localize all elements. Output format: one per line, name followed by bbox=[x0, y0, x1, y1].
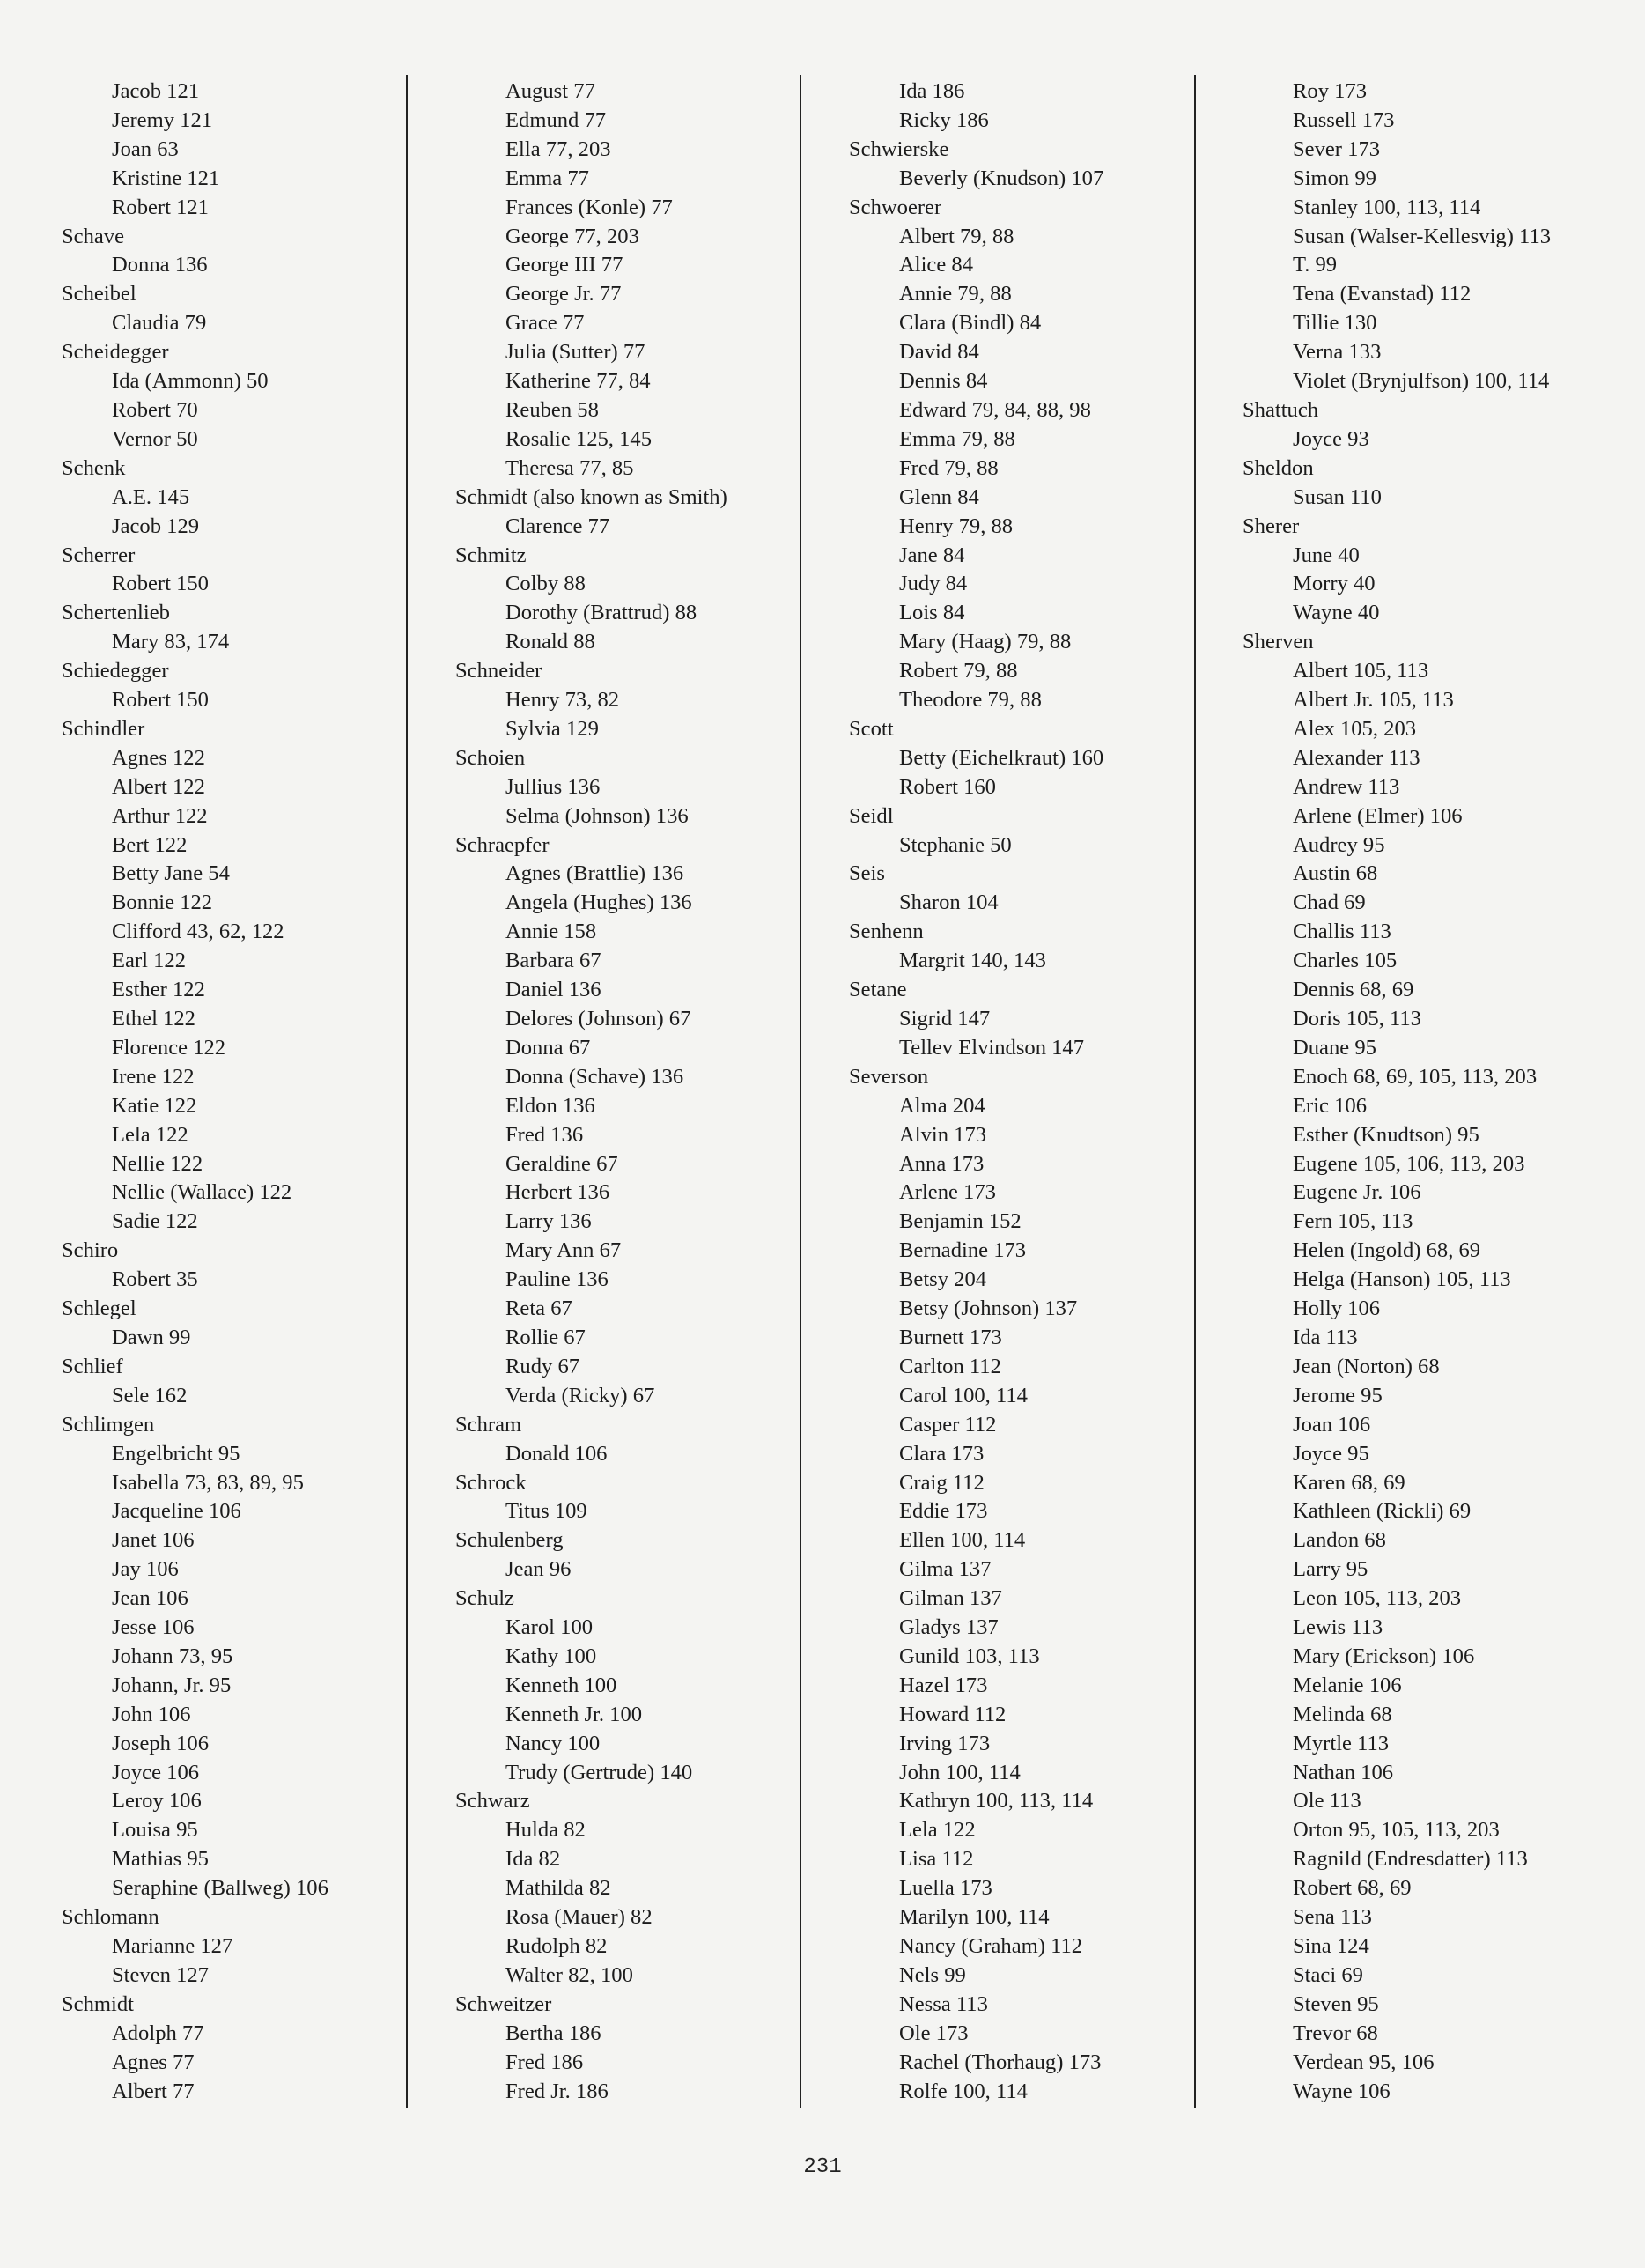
index-entry: Albert Jr. 105, 113 bbox=[1293, 688, 1454, 713]
index-entry: Bertha 186 bbox=[505, 2021, 601, 2045]
index-entry: Colby 88 bbox=[505, 572, 586, 596]
index-entry: Simon 99 bbox=[1293, 166, 1376, 190]
index-entry: Karen 68, 69 bbox=[1293, 1470, 1405, 1495]
index-entry: Larry 95 bbox=[1293, 1557, 1368, 1582]
index-surname-heading: Sherven bbox=[1243, 630, 1314, 654]
index-entry: Louisa 95 bbox=[112, 1818, 198, 1843]
index-entry: Lois 84 bbox=[899, 601, 965, 625]
index-surname-heading: Schrock bbox=[455, 1470, 527, 1495]
index-column-2 bbox=[455, 78, 825, 2106]
index-entry: Fred 186 bbox=[505, 2050, 584, 2074]
index-entry: Albert 79, 88 bbox=[899, 224, 1014, 248]
index-entry: Helga (Hanson) 105, 113 bbox=[1293, 1267, 1511, 1292]
index-entry: Betty (Eichelkraut) 160 bbox=[899, 745, 1104, 770]
index-entry: Sigrid 147 bbox=[899, 1007, 991, 1031]
index-entry: Dorothy (Brattrud) 88 bbox=[505, 601, 697, 625]
index-surname-heading: Sherer bbox=[1243, 513, 1300, 538]
index-entry: Marianne 127 bbox=[112, 1934, 233, 1958]
index-entry: Kathryn 100, 113, 114 bbox=[899, 1789, 1094, 1814]
index-entry: Nessa 113 bbox=[899, 1991, 988, 2016]
index-entry: Theodore 79, 88 bbox=[899, 688, 1042, 713]
index-entry: Mary (Erickson) 106 bbox=[1293, 1644, 1475, 1668]
index-entry: Anna 173 bbox=[899, 1151, 985, 1176]
index-entry: Wayne 40 bbox=[1293, 601, 1380, 625]
index-entry: Katherine 77, 84 bbox=[505, 369, 651, 394]
index-surname-heading: Schraepfer bbox=[455, 832, 550, 857]
index-surname-heading: Scott bbox=[849, 716, 894, 741]
index-entry: Luella 173 bbox=[899, 1876, 992, 1901]
index-surname-heading: Seidl bbox=[849, 803, 894, 828]
index-entry: Joyce 93 bbox=[1293, 426, 1369, 451]
index-entry: Jane 84 bbox=[899, 543, 965, 567]
index-entry: Geraldine 67 bbox=[505, 1151, 618, 1176]
index-entry: Verda (Ricky) 67 bbox=[505, 1383, 655, 1407]
index-entry: Eugene 105, 106, 113, 203 bbox=[1293, 1151, 1525, 1176]
index-entry: Kristine 121 bbox=[112, 166, 220, 190]
index-surname-heading: Seis bbox=[849, 861, 885, 886]
index-entry: Julia (Sutter) 77 bbox=[505, 340, 645, 365]
index-entry: Vernor 50 bbox=[112, 426, 198, 451]
index-entry: Nancy 100 bbox=[505, 1731, 601, 1755]
index-surname-heading: Scheibel bbox=[62, 282, 136, 307]
index-entry: Violet (Brynjulfson) 100, 114 bbox=[1293, 369, 1550, 394]
index-entry: Clarence 77 bbox=[505, 513, 610, 538]
index-entry: Walter 82, 100 bbox=[505, 1962, 633, 1987]
index-entry: Steven 127 bbox=[112, 1962, 209, 1987]
index-entry: Kathy 100 bbox=[505, 1644, 597, 1668]
index-column-1 bbox=[62, 78, 432, 2106]
index-entry: Adolph 77 bbox=[112, 2021, 204, 2045]
index-entry: Nels 99 bbox=[899, 1962, 966, 1987]
index-entry: Rudolph 82 bbox=[505, 1934, 608, 1958]
index-entry: Emma 79, 88 bbox=[899, 426, 1015, 451]
index-surname-heading: Schlief bbox=[62, 1354, 123, 1378]
index-entry: Duane 95 bbox=[1293, 1035, 1376, 1060]
index-entry: Robert 70 bbox=[112, 397, 198, 422]
index-entry: Arlene (Elmer) 106 bbox=[1293, 803, 1463, 828]
index-surname-heading: Schmidt (also known as Smith) bbox=[455, 484, 727, 509]
index-entry: Esther 122 bbox=[112, 978, 205, 1002]
index-entry: Alex 105, 203 bbox=[1293, 716, 1417, 741]
index-entry: Joan 106 bbox=[1293, 1412, 1371, 1437]
index-surname-heading: Senhenn bbox=[849, 920, 924, 944]
index-surname-heading: Schwoerer bbox=[849, 195, 942, 219]
index-entry: Robert 68, 69 bbox=[1293, 1876, 1412, 1901]
index-entry: Henry 73, 82 bbox=[505, 688, 620, 713]
index-surname-heading: Schulz bbox=[455, 1586, 514, 1611]
index-surname-heading: Schertenlieb bbox=[62, 601, 170, 625]
index-column-3 bbox=[849, 78, 1219, 2106]
index-entry: Esther (Knudtson) 95 bbox=[1293, 1122, 1479, 1147]
index-entry: George Jr. 77 bbox=[505, 282, 622, 307]
index-entry: Jacob 129 bbox=[112, 513, 200, 538]
index-entry: Mathias 95 bbox=[112, 1847, 209, 1872]
index-entry: Jean 96 bbox=[505, 1557, 572, 1582]
index-entry: Mary Ann 67 bbox=[505, 1238, 622, 1263]
index-entry: Janet 106 bbox=[112, 1528, 195, 1553]
index-entry: Verdean 95, 106 bbox=[1293, 2050, 1435, 2074]
index-entry: Gunild 103, 113 bbox=[899, 1644, 1040, 1668]
index-entry: Landon 68 bbox=[1293, 1528, 1386, 1553]
index-surname-heading: Schneider bbox=[455, 659, 542, 683]
index-entry: Seraphine (Ballweg) 106 bbox=[112, 1876, 328, 1901]
index-entry: Jeremy 121 bbox=[112, 107, 213, 132]
index-entry: Selma (Johnson) 136 bbox=[505, 803, 689, 828]
index-entry: Johann, Jr. 95 bbox=[112, 1673, 232, 1697]
index-entry: Howard 112 bbox=[899, 1702, 1007, 1726]
index-surname-heading: Sheldon bbox=[1243, 455, 1314, 480]
index-entry: Jacqueline 106 bbox=[112, 1499, 241, 1524]
index-entry: Angela (Hughes) 136 bbox=[505, 890, 692, 915]
index-entry: Rosa (Mauer) 82 bbox=[505, 1905, 653, 1930]
index-surname-heading: Schenk bbox=[62, 455, 126, 480]
index-entry: Susan (Walser-Kellesvig) 113 bbox=[1293, 224, 1552, 248]
index-entry: David 84 bbox=[899, 340, 979, 365]
index-entry: Judy 84 bbox=[899, 572, 968, 596]
index-entry: Fern 105, 113 bbox=[1293, 1209, 1413, 1234]
index-entry: Margrit 140, 143 bbox=[899, 949, 1046, 973]
index-entry: Sena 113 bbox=[1293, 1905, 1372, 1930]
index-entry: Joan 63 bbox=[112, 137, 179, 161]
index-entry: Daniel 136 bbox=[505, 978, 601, 1002]
index-entry: Delores (Johnson) 67 bbox=[505, 1007, 691, 1031]
index-entry: Leroy 106 bbox=[112, 1789, 202, 1814]
index-entry: Benjamin 152 bbox=[899, 1209, 1022, 1234]
index-entry: Albert 77 bbox=[112, 2079, 195, 2103]
index-entry: Florence 122 bbox=[112, 1035, 226, 1060]
index-entry: Kenneth Jr. 100 bbox=[505, 1702, 643, 1726]
index-entry: Reta 67 bbox=[505, 1297, 572, 1321]
index-entry: Roy 173 bbox=[1293, 79, 1368, 103]
index-entry: Ole 113 bbox=[1293, 1789, 1361, 1814]
index-entry: Agnes 77 bbox=[112, 2050, 195, 2074]
index-surname-heading: Schmidt bbox=[62, 1991, 134, 2016]
index-entry: Bert 122 bbox=[112, 832, 188, 857]
index-entry: Holly 106 bbox=[1293, 1297, 1381, 1321]
index-entry: Casper 112 bbox=[899, 1412, 997, 1437]
index-entry: Melinda 68 bbox=[1293, 1702, 1392, 1726]
index-surname-heading: Schave bbox=[62, 224, 125, 248]
index-entry: Katie 122 bbox=[112, 1093, 197, 1118]
index-entry: Ronald 88 bbox=[505, 630, 595, 654]
index-entry: Sina 124 bbox=[1293, 1934, 1369, 1958]
index-entry: Jean 106 bbox=[112, 1586, 188, 1611]
index-entry: Earl 122 bbox=[112, 949, 187, 973]
index-entry: Jerome 95 bbox=[1293, 1383, 1383, 1407]
index-entry: Ida 113 bbox=[1293, 1325, 1358, 1349]
column-divider bbox=[1194, 75, 1196, 2108]
index-surname-heading: Schweitzer bbox=[455, 1991, 552, 2016]
index-entry: Carlton 112 bbox=[899, 1354, 1001, 1378]
index-entry: Mathilda 82 bbox=[505, 1876, 611, 1901]
index-surname-heading: Scheidegger bbox=[62, 340, 169, 365]
index-entry: Burnett 173 bbox=[899, 1325, 1002, 1349]
index-entry: Joyce 106 bbox=[112, 1760, 200, 1784]
index-surname-heading: Schram bbox=[455, 1412, 522, 1437]
index-entry: T. 99 bbox=[1293, 253, 1338, 277]
index-entry: Irene 122 bbox=[112, 1064, 195, 1089]
index-surname-heading: Schlomann bbox=[62, 1905, 159, 1930]
index-entry: Fred 136 bbox=[505, 1122, 584, 1147]
index-entry: Enoch 68, 69, 105, 113, 203 bbox=[1293, 1064, 1538, 1089]
index-entry: Lela 122 bbox=[899, 1818, 976, 1843]
index-entry: Annie 79, 88 bbox=[899, 282, 1012, 307]
index-entry: Reuben 58 bbox=[505, 397, 599, 422]
index-entry: Tellev Elvindson 147 bbox=[899, 1035, 1085, 1060]
index-entry: Irving 173 bbox=[899, 1731, 991, 1755]
index-entry: Ole 173 bbox=[899, 2021, 969, 2045]
index-entry: Gilma 137 bbox=[899, 1557, 992, 1582]
index-entry: Bernadine 173 bbox=[899, 1238, 1027, 1263]
index-entry: Barbara 67 bbox=[505, 949, 601, 973]
column-divider bbox=[406, 75, 408, 2108]
index-entry: Glenn 84 bbox=[899, 484, 979, 509]
index-entry: Audrey 95 bbox=[1293, 832, 1385, 857]
index-entry: Morry 40 bbox=[1293, 572, 1376, 596]
index-entry: A.E. 145 bbox=[112, 484, 190, 509]
index-entry: Trevor 68 bbox=[1293, 2021, 1378, 2045]
index-entry: Isabella 73, 83, 89, 95 bbox=[112, 1470, 304, 1495]
index-entry: Arthur 122 bbox=[112, 803, 208, 828]
index-entry: Arlene 173 bbox=[899, 1180, 996, 1205]
index-entry: August 77 bbox=[505, 79, 595, 103]
index-entry: Agnes 122 bbox=[112, 745, 205, 770]
index-entry: Ellen 100, 114 bbox=[899, 1528, 1026, 1553]
index-entry: Eldon 136 bbox=[505, 1093, 595, 1118]
index-entry: Robert 35 bbox=[112, 1267, 198, 1292]
index-entry: Agnes (Brattlie) 136 bbox=[505, 861, 684, 886]
index-entry: Pauline 136 bbox=[505, 1267, 609, 1292]
index-entry: Sylvia 129 bbox=[505, 716, 599, 741]
index-entry: John 106 bbox=[112, 1702, 191, 1726]
index-entry: Theresa 77, 85 bbox=[505, 455, 634, 480]
index-entry: Albert 122 bbox=[112, 774, 205, 799]
index-surname-heading: Schlegel bbox=[62, 1297, 136, 1321]
index-entry: Hazel 173 bbox=[899, 1673, 988, 1697]
page-number: 231 bbox=[803, 2155, 842, 2179]
column-divider bbox=[800, 75, 801, 2108]
index-entry: Leon 105, 113, 203 bbox=[1293, 1586, 1462, 1611]
index-entry: Wayne 106 bbox=[1293, 2079, 1391, 2103]
index-entry: Betty Jane 54 bbox=[112, 861, 230, 886]
index-entry: Titus 109 bbox=[505, 1499, 587, 1524]
index-entry: Kenneth 100 bbox=[505, 1673, 617, 1697]
index-entry: Jacob 121 bbox=[112, 79, 200, 103]
index-surname-heading: Schulenberg bbox=[455, 1528, 564, 1553]
index-entry: Dawn 99 bbox=[112, 1325, 191, 1349]
index-entry: Charles 105 bbox=[1293, 949, 1398, 973]
index-entry: Ida 82 bbox=[505, 1847, 561, 1872]
index-entry: Carol 100, 114 bbox=[899, 1383, 1028, 1407]
index-entry: Ragnild (Endresdatter) 113 bbox=[1293, 1847, 1528, 1872]
index-entry: Chad 69 bbox=[1293, 890, 1366, 915]
index-entry: Jean (Norton) 68 bbox=[1293, 1354, 1440, 1378]
index-entry: Robert 160 bbox=[899, 774, 996, 799]
index-entry: Johann 73, 95 bbox=[112, 1644, 233, 1668]
index-entry: Ella 77, 203 bbox=[505, 137, 611, 161]
index-entry: Ida 186 bbox=[899, 79, 965, 103]
index-entry: Austin 68 bbox=[1293, 861, 1378, 886]
index-entry: Steven 95 bbox=[1293, 1991, 1379, 2016]
index-entry: Beverly (Knudson) 107 bbox=[899, 166, 1104, 190]
index-entry: Ethel 122 bbox=[112, 1007, 195, 1031]
index-entry: Doris 105, 113 bbox=[1293, 1007, 1421, 1031]
index-entry: Grace 77 bbox=[505, 311, 585, 336]
index-entry: Claudia 79 bbox=[112, 311, 207, 336]
index-entry: Karol 100 bbox=[505, 1615, 594, 1640]
index-entry: Stephanie 50 bbox=[899, 832, 1012, 857]
index-entry: Mary 83, 174 bbox=[112, 630, 230, 654]
index-entry: Emma 77 bbox=[505, 166, 589, 190]
index-entry: Donna 136 bbox=[112, 253, 208, 277]
index-entry: Eugene Jr. 106 bbox=[1293, 1180, 1421, 1205]
index-entry: Sharon 104 bbox=[899, 890, 999, 915]
index-entry: Alma 204 bbox=[899, 1093, 985, 1118]
index-entry: Robert 150 bbox=[112, 688, 209, 713]
index-surname-heading: Scherrer bbox=[62, 543, 136, 567]
index-entry: Jay 106 bbox=[112, 1557, 179, 1582]
index-entry: Donald 106 bbox=[505, 1441, 608, 1466]
index-entry: Susan 110 bbox=[1293, 484, 1382, 509]
index-entry: Challis 113 bbox=[1293, 920, 1391, 944]
index-surname-heading: Schwierske bbox=[849, 137, 949, 161]
index-entry: Rolfe 100, 114 bbox=[899, 2079, 1028, 2103]
index-entry: Trudy (Gertrude) 140 bbox=[505, 1760, 693, 1784]
index-entry: Andrew 113 bbox=[1293, 774, 1400, 799]
index-surname-heading: Schindler bbox=[62, 716, 145, 741]
index-entry: Alvin 173 bbox=[899, 1122, 987, 1147]
index-entry: Bonnie 122 bbox=[112, 890, 213, 915]
index-surname-heading: Schoien bbox=[455, 745, 526, 770]
index-entry: Marilyn 100, 114 bbox=[899, 1905, 1050, 1930]
index-entry: Eddie 173 bbox=[899, 1499, 988, 1524]
index-entry: George III 77 bbox=[505, 253, 623, 277]
index-entry: Orton 95, 105, 113, 203 bbox=[1293, 1818, 1500, 1843]
index-entry: Lela 122 bbox=[112, 1122, 188, 1147]
index-surname-heading: Schiro bbox=[62, 1238, 119, 1263]
index-entry: Dennis 68, 69 bbox=[1293, 978, 1414, 1002]
index-entry: Tillie 130 bbox=[1293, 311, 1377, 336]
index-entry: Nellie (Wallace) 122 bbox=[112, 1180, 292, 1205]
index-entry: Sever 173 bbox=[1293, 137, 1381, 161]
index-entry: Lisa 112 bbox=[899, 1847, 974, 1872]
index-entry: Donna (Schave) 136 bbox=[505, 1064, 684, 1089]
index-entry: Staci 69 bbox=[1293, 1962, 1363, 1987]
index-entry: Frances (Konle) 77 bbox=[505, 195, 673, 219]
index-entry: Jesse 106 bbox=[112, 1615, 195, 1640]
index-entry: Joseph 106 bbox=[112, 1731, 209, 1755]
index-entry: Clifford 43, 62, 122 bbox=[112, 920, 284, 944]
index-entry: Sadie 122 bbox=[112, 1209, 198, 1234]
index-entry: Dennis 84 bbox=[899, 369, 988, 394]
index-surname-heading: Shattuch bbox=[1243, 397, 1319, 422]
index-entry: Nathan 106 bbox=[1293, 1760, 1394, 1784]
index-surname-heading: Schmitz bbox=[455, 543, 527, 567]
index-entry: Rollie 67 bbox=[505, 1325, 586, 1349]
index-entry: Alexander 113 bbox=[1293, 745, 1420, 770]
index-entry: Clara (Bindl) 84 bbox=[899, 311, 1042, 336]
index-entry: Hulda 82 bbox=[505, 1818, 586, 1843]
index-entry: Robert 79, 88 bbox=[899, 659, 1018, 683]
index-entry: Verna 133 bbox=[1293, 340, 1382, 365]
index-entry: Albert 105, 113 bbox=[1293, 659, 1429, 683]
index-entry: Fred Jr. 186 bbox=[505, 2079, 609, 2103]
index-entry: John 100, 114 bbox=[899, 1760, 1021, 1784]
index-entry: Tena (Evanstad) 112 bbox=[1293, 282, 1472, 307]
index-entry: Ida (Ammonn) 50 bbox=[112, 369, 269, 394]
index-entry: Melanie 106 bbox=[1293, 1673, 1402, 1697]
index-entry: Betsy 204 bbox=[899, 1267, 987, 1292]
index-entry: Myrtle 113 bbox=[1293, 1731, 1390, 1755]
index-entry: Engelbricht 95 bbox=[112, 1441, 240, 1466]
index-entry: Kathleen (Rickli) 69 bbox=[1293, 1499, 1472, 1524]
index-entry: Craig 112 bbox=[899, 1470, 985, 1495]
index-entry: Jullius 136 bbox=[505, 774, 601, 799]
index-surname-heading: Schlimgen bbox=[62, 1412, 155, 1437]
index-entry: Nancy (Graham) 112 bbox=[899, 1934, 1083, 1958]
index-entry: Annie 158 bbox=[505, 920, 597, 944]
index-entry: Eric 106 bbox=[1293, 1093, 1368, 1118]
index-entry: Larry 136 bbox=[505, 1209, 592, 1234]
index-entry: Sele 162 bbox=[112, 1383, 188, 1407]
index-entry: Donna 67 bbox=[505, 1035, 591, 1060]
index-column-4 bbox=[1243, 78, 1612, 2106]
index-entry: Edmund 77 bbox=[505, 107, 607, 132]
index-entry: Joyce 95 bbox=[1293, 1441, 1369, 1466]
index-entry: Nellie 122 bbox=[112, 1151, 203, 1176]
index-entry: Stanley 100, 113, 114 bbox=[1293, 195, 1481, 219]
index-entry: Clara 173 bbox=[899, 1441, 985, 1466]
index-entry: Rachel (Thorhaug) 173 bbox=[899, 2050, 1102, 2074]
index-entry: June 40 bbox=[1293, 543, 1360, 567]
index-surname-heading: Schiedegger bbox=[62, 659, 169, 683]
index-entry: Helen (Ingold) 68, 69 bbox=[1293, 1238, 1481, 1263]
index-entry: Edward 79, 84, 88, 98 bbox=[899, 397, 1091, 422]
index-entry: Gladys 137 bbox=[899, 1615, 999, 1640]
index-entry: Russell 173 bbox=[1293, 107, 1395, 132]
index-entry: Gilman 137 bbox=[899, 1586, 1002, 1611]
index-surname-heading: Schwarz bbox=[455, 1789, 530, 1814]
index-entry: Alice 84 bbox=[899, 253, 974, 277]
index-entry: Rosalie 125, 145 bbox=[505, 426, 652, 451]
index-entry: Fred 79, 88 bbox=[899, 455, 999, 480]
index-surname-heading: Setane bbox=[849, 978, 907, 1002]
index-entry: Ricky 186 bbox=[899, 107, 989, 132]
index-entry: Rudy 67 bbox=[505, 1354, 580, 1378]
index-entry: Mary (Haag) 79, 88 bbox=[899, 630, 1072, 654]
index-entry: Lewis 113 bbox=[1293, 1615, 1383, 1640]
index-entry: Henry 79, 88 bbox=[899, 513, 1014, 538]
index-surname-heading: Severson bbox=[849, 1064, 929, 1089]
index-entry: Herbert 136 bbox=[505, 1180, 610, 1205]
index-entry: Robert 121 bbox=[112, 195, 209, 219]
index-entry: Betsy (Johnson) 137 bbox=[899, 1297, 1078, 1321]
index-entry: George 77, 203 bbox=[505, 224, 639, 248]
index-entry: Robert 150 bbox=[112, 572, 209, 596]
